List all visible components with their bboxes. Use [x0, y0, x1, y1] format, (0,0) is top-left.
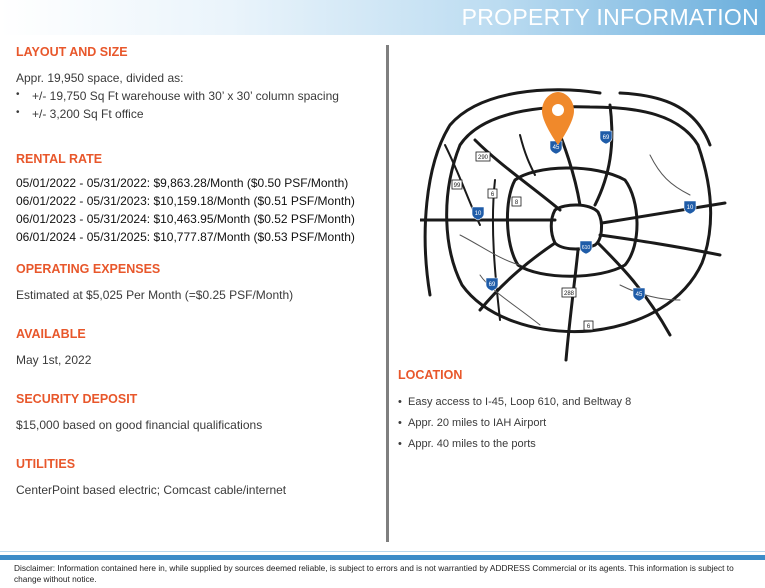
left-column [16, 45, 376, 497]
shield-label: 290 [477, 155, 489, 161]
rate-row: 06/01/2022 - 05/31/2023: $10,159.18/Month ($0.51 PSF/Month) [16, 194, 355, 208]
deposit-text: $15,000 based on good financial qualifications [16, 418, 263, 432]
utilities-section [16, 457, 376, 497]
opex-title: OPERATING EXPENSES [16, 262, 161, 276]
route-shield [488, 189, 497, 198]
map-road [520, 135, 535, 175]
layout-title: LAYOUT AND SIZE [16, 45, 128, 59]
route-shield [562, 288, 576, 297]
interstate-shield [684, 201, 696, 214]
layout-bullet: • +/- 3,200 Sq Ft office [16, 107, 376, 121]
rental-section [16, 152, 376, 244]
shield-label: 8 [514, 200, 519, 206]
opex-text: Estimated at $5,025 Per Month (=$0.25 PSF/Month) [16, 288, 294, 302]
location-item: • Easy access to I-45, Loop 610, and Beltway 8 [398, 396, 758, 408]
location-item: • Appr. 40 miles to the ports [398, 438, 758, 450]
interstate-shield [600, 131, 612, 144]
route-shield [584, 321, 593, 330]
interstate-shield [633, 288, 645, 301]
route-shield [452, 180, 462, 189]
available-text: May 1st, 2022 [16, 353, 92, 367]
interstate-shield [550, 141, 562, 154]
interstate-shield [486, 278, 498, 291]
location-item: • Appr. 20 miles to IAH Airport [398, 417, 758, 429]
shield-label: 45 [552, 145, 560, 151]
location-map [420, 85, 730, 365]
layout-intro: Appr. 19,950 space, divided as: [16, 71, 184, 85]
location-pin-icon [542, 92, 574, 145]
column-divider [386, 45, 389, 542]
map-road [600, 235, 720, 255]
utilities-title: UTILITIES [16, 457, 76, 471]
map-road [425, 90, 600, 295]
rental-title: RENTAL RATE [16, 152, 103, 166]
deposit-title: SECURITY DEPOSIT [16, 392, 138, 406]
map-road [551, 205, 601, 249]
map-road [563, 250, 578, 360]
footer-divider [0, 551, 765, 552]
rate-row: 05/01/2022 - 05/31/2022: $9,863.28/Month ($0.50 PSF/Month) [16, 176, 349, 190]
shield-label: 10 [686, 205, 694, 211]
right-column [398, 368, 758, 450]
footer-bar [0, 555, 765, 560]
deposit-section [16, 392, 376, 432]
header-banner [0, 0, 765, 35]
available-section [16, 327, 376, 367]
shield-label: 288 [563, 291, 575, 297]
shield-label: 45 [635, 292, 643, 298]
location-title: LOCATION [398, 368, 463, 382]
shield-label: 6 [586, 324, 591, 330]
utilities-text: CenterPoint based electric; Comcast cable/internet [16, 483, 287, 497]
shield-label: 10 [474, 211, 482, 217]
rate-row: 06/01/2023 - 05/31/2024: $10,463.95/Month ($0.52 PSF/Month) [16, 212, 355, 226]
opex-section [16, 262, 376, 302]
shield-label: 69 [602, 135, 610, 141]
route-shield [476, 152, 490, 161]
shield-label: 99 [453, 183, 461, 189]
interstate-shield [472, 207, 484, 220]
layout-section [16, 45, 376, 121]
interstate-shield [580, 241, 592, 254]
disclaimer: Disclaimer: Information contained here in, while supplied by sources deemed reliable, is subject to errors and is not warrantied by ADDRESS Commercial or its agents. This information is subject to change without notice. [14, 563, 734, 584]
available-title: AVAILABLE [16, 327, 86, 341]
rate-row: 06/01/2024 - 05/31/2025: $10,777.87/Month ($0.53 PSF/Month) [16, 230, 355, 244]
shield-label: 69 [488, 282, 496, 288]
shield-label: 610 [581, 245, 591, 251]
route-shield [512, 197, 521, 206]
map-road [595, 105, 612, 205]
page-title: PROPERTY INFORMATION [461, 4, 759, 30]
map-road [480, 243, 555, 310]
shield-label: 6 [490, 192, 495, 198]
layout-bullet: • +/- 19,750 Sq Ft warehouse with 30’ x 30’ column spacing [16, 89, 376, 103]
